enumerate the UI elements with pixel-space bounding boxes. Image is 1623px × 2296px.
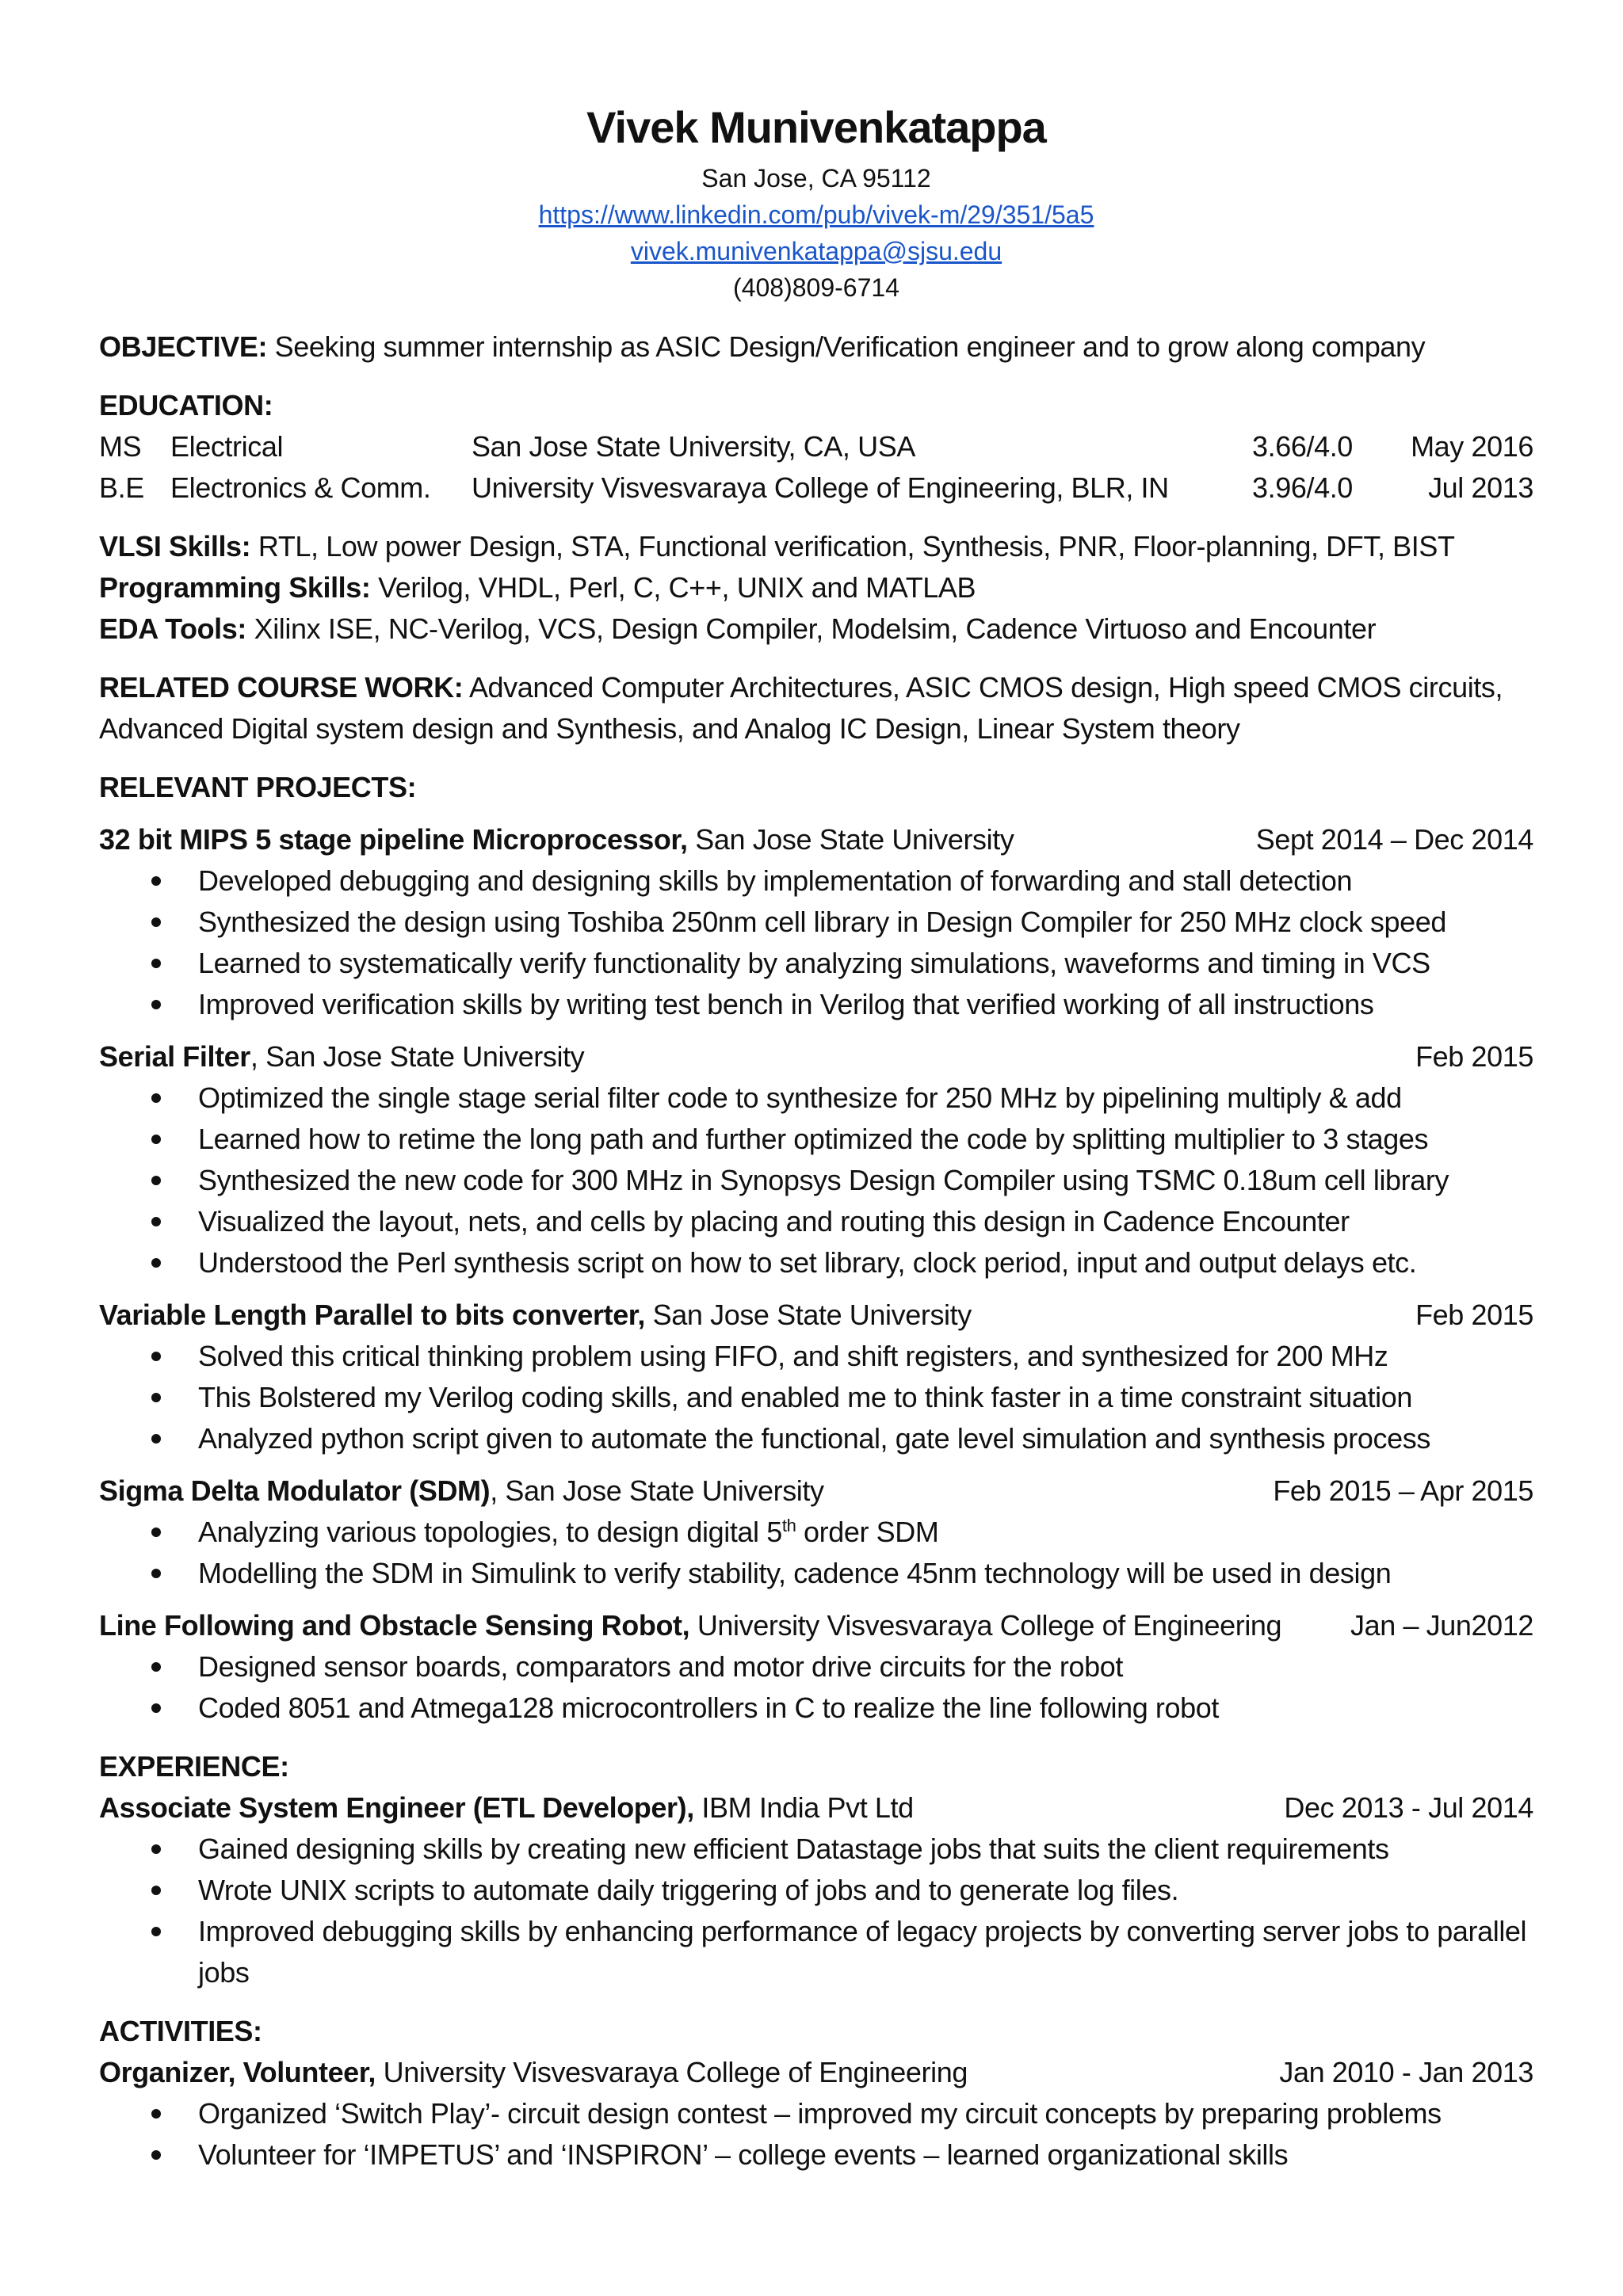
bullet-icon <box>151 2150 161 2160</box>
list-item: Wrote UNIX scripts to automate daily triggering of jobs and to generate log files. <box>99 1870 1533 1911</box>
project-name: Variable Length Parallel to bits converter, <box>99 1299 646 1331</box>
project-date: Sept 2014 – Dec 2014 <box>1255 823 1533 856</box>
education-degree: B.E <box>99 471 144 504</box>
bullet-icon <box>151 1703 161 1713</box>
list-item: Solved this critical thinking problem using FIFO, and shift registers, and synthesized for 200 MHz <box>99 1336 1533 1377</box>
programming-skills <box>99 567 1533 608</box>
skill-label: EDA Tools: <box>99 612 246 645</box>
coursework-text: Advanced Digital system design and Synthesis, and Analog IC Design, Linear System theory <box>99 712 1240 745</box>
list-item: Improved debugging skills by enhancing performance of legacy projects by converting server jobs to parallel jobs <box>99 1911 1533 1993</box>
education-date: Jul 2013 <box>1428 471 1533 504</box>
project-item <box>99 1036 1533 1283</box>
bullet-icon <box>151 1258 161 1268</box>
bullet-icon <box>151 917 161 927</box>
education-university: University Visvesvaraya College of Engineering, BLR, IN <box>472 471 1169 504</box>
location: San Jose, CA 95112 <box>701 164 931 193</box>
bullet-icon <box>151 1135 161 1144</box>
experience-title: EXPERIENCE: <box>99 1750 289 1783</box>
education-row <box>99 467 1533 509</box>
projects-section <box>99 767 1533 1729</box>
project-org: San Jose State University <box>687 823 1014 856</box>
activities-title: ACTIVITIES: <box>99 2015 262 2047</box>
education-date: May 2016 <box>1411 430 1533 463</box>
project-item <box>99 1605 1533 1729</box>
bullet-icon <box>151 1434 161 1444</box>
list-item: Synthesized the design using Toshiba 250nm cell library in Design Compiler for 250 MHz clock speed <box>99 902 1533 943</box>
activities-org: University Visvesvaraya College of Engineering <box>376 2056 968 2088</box>
activities-section <box>99 2011 1533 2176</box>
coursework-section <box>99 667 1533 749</box>
bullet-icon <box>151 1886 161 1895</box>
skill-text: Xilinx ISE, NC-Verilog, VCS, Design Compiler, Modelsim, Cadence Virtuoso and Encounter <box>246 612 1377 645</box>
education-gpa: 3.96/4.0 <box>1252 471 1353 504</box>
bullet-icon <box>151 1352 161 1361</box>
list-item: Analyzed python script given to automate the functional, gate level simulation and synthesis process <box>99 1418 1533 1459</box>
education-field: Electrical <box>170 430 284 463</box>
list-item: Coded 8051 and Atmega128 microcontrollers in C to realize the line following robot <box>99 1688 1533 1729</box>
education-section <box>99 385 1533 509</box>
bullet-icon <box>151 1927 161 1936</box>
resume-header <box>99 95 1533 306</box>
project-name: 32 bit MIPS 5 stage pipeline Microprocessor, <box>99 823 688 856</box>
objective-text: Seeking summer internship as ASIC Design/Verification engineer and to grow along company <box>267 330 1426 363</box>
list-item: Synthesized the new code for 300 MHz in Synopsys Design Compiler using TSMC 0.18um cell library <box>99 1160 1533 1201</box>
bullet-icon <box>151 876 161 886</box>
coursework-label: RELATED COURSE WORK: <box>99 671 464 704</box>
bullet-icon <box>151 1393 161 1402</box>
list-item: Learned to systematically verify functionality by analyzing simulations, waveforms and timing in VCS <box>99 943 1533 984</box>
email-link[interactable]: vivek.munivenkatappa@sjsu.edu <box>630 237 1002 265</box>
eda-tools <box>99 608 1533 650</box>
bullet-icon <box>151 959 161 968</box>
bullet-icon <box>151 2109 161 2119</box>
bullet-icon <box>151 1662 161 1672</box>
list-item: Improved verification skills by writing test bench in Verilog that verified working of all instructions <box>99 984 1533 1025</box>
bullet-icon <box>151 1569 161 1578</box>
bullet-icon <box>151 1844 161 1854</box>
coursework-text: Advanced Computer Architectures, ASIC CMOS design, High speed CMOS circuits, <box>463 671 1503 704</box>
objective-label: OBJECTIVE: <box>99 330 268 363</box>
list-item: Organized ‘Switch Play’- circuit design contest – improved my circuit concepts by preparing problems <box>99 2093 1533 2134</box>
project-date: Feb 2015 – Apr 2015 <box>1273 1474 1533 1507</box>
list-item: Analyzing various topologies, to design digital 5th order SDM <box>99 1512 1533 1553</box>
project-item <box>99 1470 1533 1594</box>
project-item <box>99 1295 1533 1459</box>
list-item: Understood the Perl synthesis script on how to set library, clock period, input and output delays etc. <box>99 1242 1533 1283</box>
list-item: Developed debugging and designing skills by implementation of forwarding and stall detection <box>99 860 1533 902</box>
vlsi-skills <box>99 526 1533 567</box>
project-name: Line Following and Obstacle Sensing Robot, <box>99 1609 690 1642</box>
bullet-icon <box>151 1000 161 1009</box>
project-item <box>99 819 1533 1025</box>
phone: (408)809-6714 <box>733 273 899 302</box>
experience-section <box>99 1746 1533 1993</box>
skill-label: Programming Skills: <box>99 571 371 604</box>
list-item: Designed sensor boards, comparators and motor drive circuits for the robot <box>99 1646 1533 1688</box>
skill-text: RTL, Low power Design, STA, Functional verification, Synthesis, PNR, Floor-planning, DFT, BIST <box>250 530 1455 563</box>
project-name: Sigma Delta Modulator (SDM) <box>99 1474 491 1507</box>
activities-role: Organizer, Volunteer, <box>99 2056 376 2088</box>
list-item: Volunteer for ‘IMPETUS’ and ‘INSPIRON’ – college events – learned organizational skills <box>99 2134 1533 2176</box>
project-date: Feb 2015 <box>1415 1040 1533 1073</box>
list-item: Visualized the layout, nets, and cells by placing and routing this design in Cadence Encounter <box>99 1201 1533 1242</box>
candidate-name: Vivek Munivenkatappa <box>586 102 1046 152</box>
activities-date: Jan 2010 - Jan 2013 <box>1279 2056 1533 2088</box>
education-row <box>99 426 1533 467</box>
project-org: University Visvesvaraya College of Engineering <box>689 1609 1282 1642</box>
projects-title: RELEVANT PROJECTS: <box>99 771 417 803</box>
list-item: This Bolstered my Verilog coding skills, and enabled me to think faster in a time constraint situation <box>99 1377 1533 1418</box>
objective-section <box>99 326 1533 368</box>
education-university: San Jose State University, CA, USA <box>472 430 915 463</box>
skill-text: Verilog, VHDL, Perl, C, C++, UNIX and MATLAB <box>370 571 976 604</box>
list-item: Optimized the single stage serial filter code to synthesize for 250 MHz by pipelining multiply & add <box>99 1077 1533 1119</box>
experience-date: Dec 2013 - Jul 2014 <box>1284 1791 1533 1824</box>
project-name: Serial Filter <box>99 1040 250 1073</box>
list-item: Gained designing skills by creating new efficient Datastage jobs that suits the client requirements <box>99 1829 1533 1870</box>
project-date: Feb 2015 <box>1415 1299 1533 1331</box>
education-field: Electronics & Comm. <box>170 471 431 504</box>
list-item: Modelling the SDM in Simulink to verify stability, cadence 45nm technology will be used in design <box>99 1553 1533 1594</box>
education-title: EDUCATION: <box>99 389 273 421</box>
education-gpa: 3.66/4.0 <box>1252 430 1353 463</box>
project-date: Jan – Jun2012 <box>1350 1609 1533 1642</box>
bullet-icon <box>151 1093 161 1103</box>
experience-org: IBM India Pvt Ltd <box>693 1791 914 1824</box>
skills-section <box>99 526 1533 650</box>
experience-role: Associate System Engineer (ETL Developer), <box>99 1791 694 1824</box>
bullet-icon <box>151 1176 161 1185</box>
skill-label: VLSI Skills: <box>99 530 251 563</box>
education-degree: MS <box>99 430 142 463</box>
list-item: Learned how to retime the long path and further optimized the code by splitting multiplier to 3 stages <box>99 1119 1533 1160</box>
project-org: San Jose State University <box>645 1299 972 1331</box>
project-org: , San Jose State University <box>490 1474 824 1507</box>
linkedin-link[interactable]: https://www.linkedin.com/pub/vivek-m/29/351/5a5 <box>538 200 1094 229</box>
resume-content <box>99 95 1533 2176</box>
bullet-icon <box>151 1217 161 1226</box>
bullet-icon <box>151 1527 161 1537</box>
project-org: , San Jose State University <box>250 1040 585 1073</box>
